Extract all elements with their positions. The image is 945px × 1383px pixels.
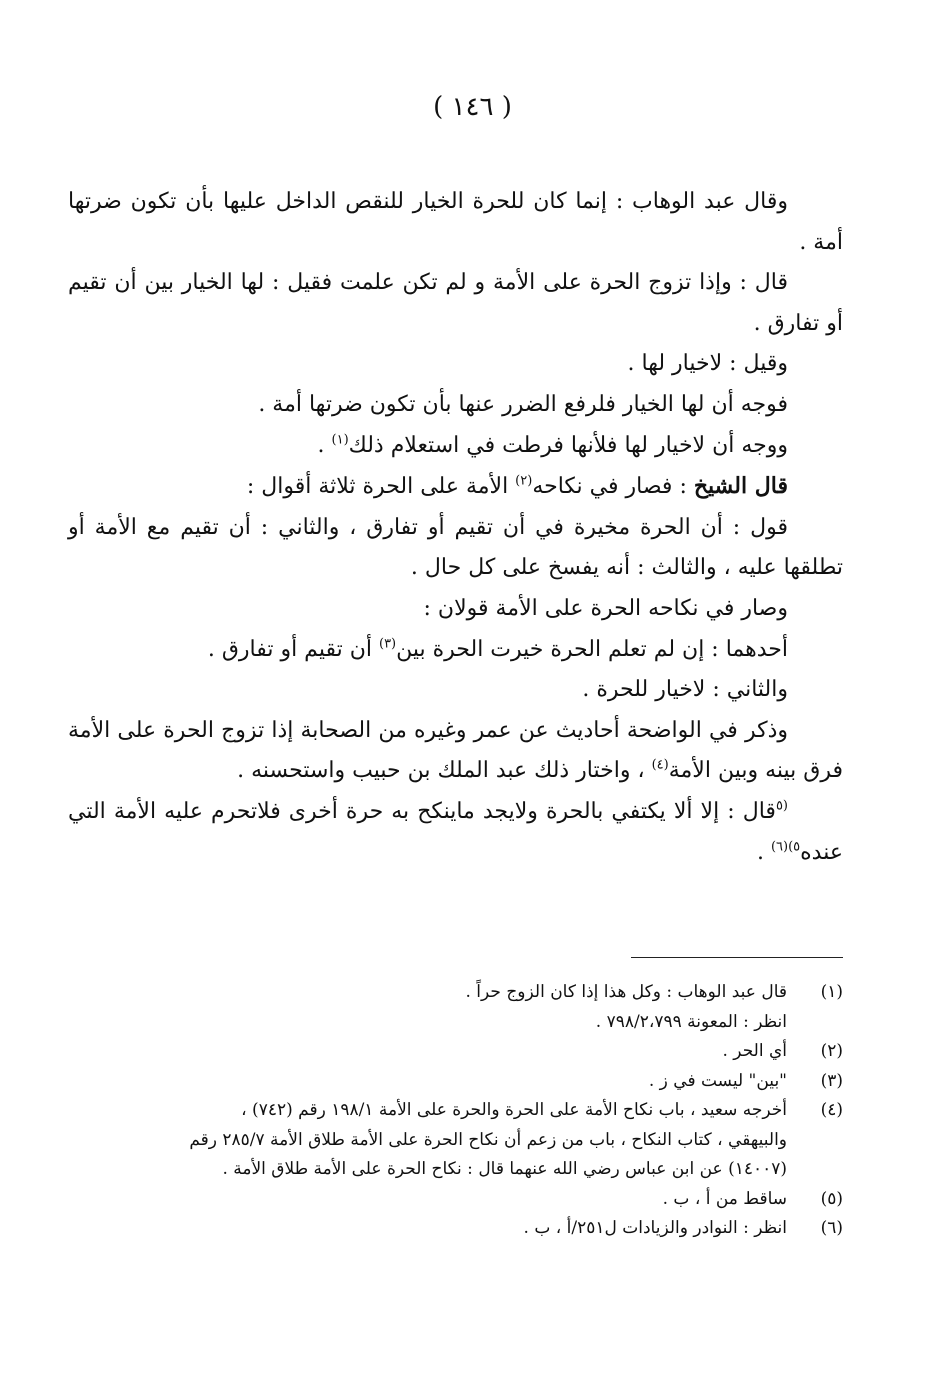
footnote-number: (٢) [820,1041,843,1061]
paragraph-1: وقال عبد الوهاب : إنما كان للحرة الخيار للنقص الداخل عليها بأن تكون ضرتها أمة . [68,189,843,255]
footnote-1-line-2: انظر : المعونة ٧٩٨/٢،٧٩٩ . [595,1011,787,1032]
footnote-separator [631,957,843,958]
footnote-4-line-2: والبيهقي ، كتاب النكاح ، باب من زعم أن نكاح الحرة على الأمة طلاق الأمة ٢٨٥/٧ رقم [189,1129,787,1150]
paragraph-5-end: . [317,432,332,458]
footnote-4-line-3: (١٤٠٠٧) عن ابن عباس رضي الله عنهما قال : نكاح الحرة على الأمة طلاق الأمة . [222,1159,787,1179]
footnote-mark-5-open: (٥ [775,798,788,814]
footnote-mark-5-close: ٥) [788,839,801,855]
page-number: ( ١٤٦ ) [433,92,512,122]
footnote-mark-6: (٦) [770,839,789,855]
main-text [68,182,843,873]
paragraph-7: قول : أن الحرة مخيرة في أن تقيم أو تفارق ، والثاني : أن تقيم مع الأمة أو تطلقها عليه ، والثالث : أنه يفسخ على كل حال . [68,514,843,581]
footnote-text: أخرجه سعيد ، باب نكاح الأمة على الحرة والحرة على الأمة ١٩٨/١ رقم (٧٤٢) ، [241,1100,787,1120]
footnote-text: قال عبد الوهاب : وكل هذا إذا كان الزوج حراً . [465,982,787,1002]
paragraph-3: وقيل : لاخيار لها . [627,351,788,377]
paragraph-9-text-b: أن تقيم أو تفارق . [207,636,379,662]
footnote-4 [68,1096,843,1126]
paragraph-5-text: ووجه أن لاخيار لها فلأنها فرطت في استعلام ذلك [348,432,788,458]
paragraph-2: قال : وإذا تزوج الحرة على الأمة و لم تكن علمت فقيل : لها الخيار بين أن تقيم أو تفارق . [68,270,843,336]
paragraph-11 [68,711,843,792]
footnote-3 [68,1067,843,1097]
footnote-mark-4: (٤) [651,757,669,773]
footnote-number: (٦) [820,1218,843,1238]
shaykh-label: قال الشيخ [693,473,788,500]
footnote-2 [68,1037,843,1067]
footnote-text: انظر : النوادر والزيادات ل٢٥١/أ ، ب . [523,1218,787,1238]
paragraph-9-text-a: أحدهما : إن لم تعلم الحرة خيرت الحرة بين [396,636,788,662]
footnote-text: "بين" ليست في ز . [648,1070,787,1091]
footnotes [68,978,843,1244]
paragraph-4: فوجه أن لها الخيار فلرفع الضرر عنها بأن تكون ضرتها أمة . [258,391,788,417]
paragraph-8: وصار في نكاحه الحرة على الأمة قولان : [423,595,788,621]
paragraph-10: والثاني : لاخيار للحرة . [582,677,788,703]
footnote-6 [68,1214,843,1244]
paragraph-6-text-b: الأمة على الحرة ثلاثة أقوال : [246,474,516,500]
footnote-mark-2: (٢) [515,473,533,489]
footnote-number: (٣) [820,1070,843,1091]
footnote-mark-3: (٣) [378,636,397,652]
paragraph-6-text-a: : فصار في نكاحه [532,474,694,500]
footnote-text: أي الحر . [722,1041,787,1061]
footnote-number: (٤) [820,1100,843,1120]
footnote-number: (٥) [820,1188,843,1209]
footnote-1 [68,978,843,1008]
paragraph-12-text: قال : إلا ألا يكتفي بالحرة ولايجد ماينكح به حرة أخرى فلاتحرم عليه الأمة التي عنده [68,798,843,865]
paragraph-9 [68,630,843,671]
paragraph-12-end: . [756,839,771,865]
paragraph-12 [68,792,843,873]
footnote-text: ساقط من أ ، ب . [662,1188,787,1209]
paragraph-6 [68,466,843,508]
paragraph-11-text-b: ، واختار ذلك عبد الملك بن حبيب واستحسنه . [237,758,652,784]
footnote-number: (١) [820,982,843,1002]
footnote-5 [68,1185,843,1215]
paragraph-11-text-a: وذكر في الواضحة أحاديث عن عمر وغيره من الصحابة إذا تزوج الحرة على الأمة فرق بينه وبين الأمة [68,717,843,784]
footnote-mark-1: (١) [331,432,349,448]
paragraph-5 [68,426,843,467]
